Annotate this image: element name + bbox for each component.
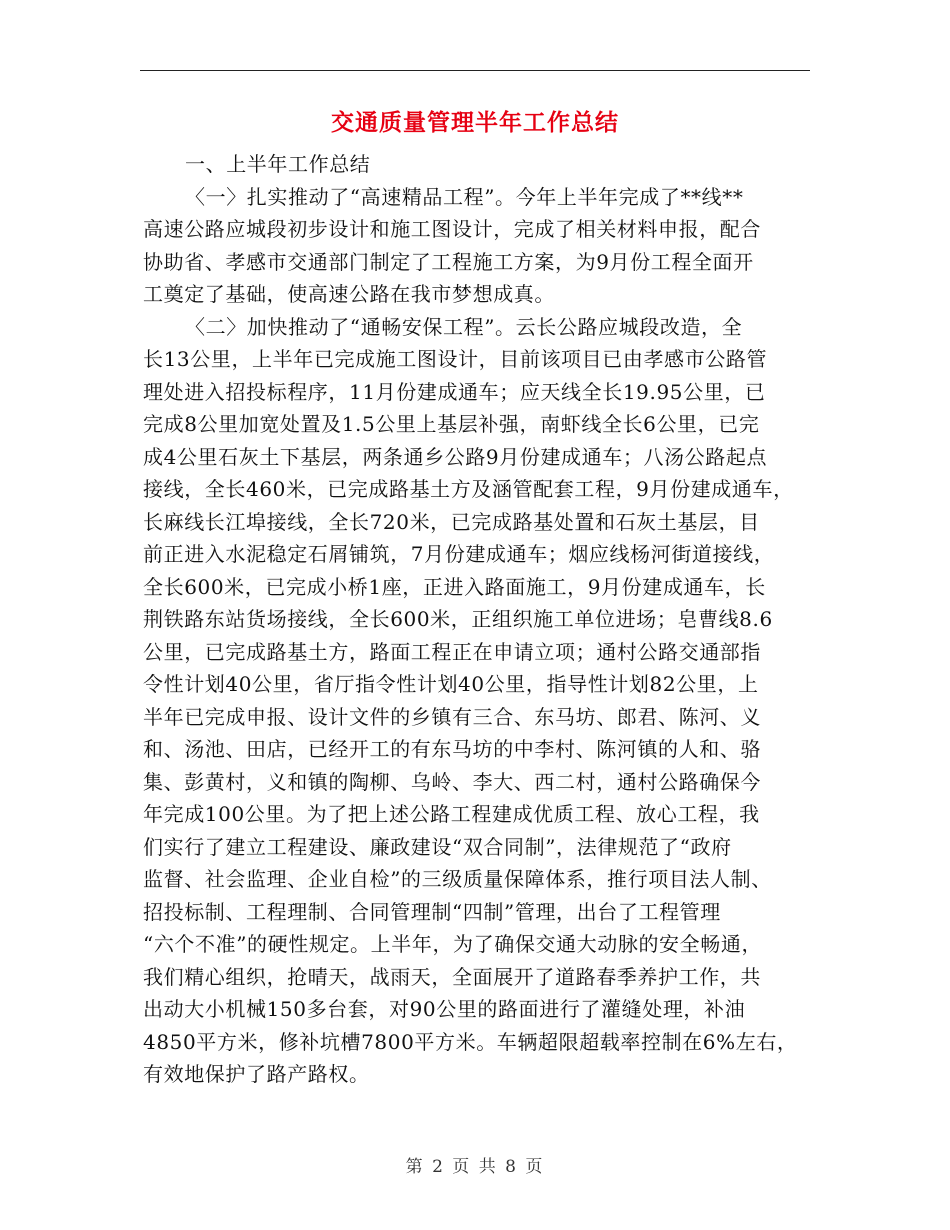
page-number: 第 2 页 共 8 页 — [405, 1157, 545, 1177]
paragraph-line: 令性计划40公里，省厅指令性计划40公里，指导性计划82公里，上 — [143, 672, 759, 696]
paragraph-line: 年完成100公里。为了把上述公路工程建成优质工程、放心工程，我 — [143, 802, 760, 826]
paragraph-line: 4850平方米，修补坑槽7800平方米。车辆超限超载率控制在6%左右， — [143, 1029, 798, 1054]
paragraph-line: 我们精心组织，抢晴天，战雨天，全面展开了道路春季养护工作，共 — [143, 964, 761, 989]
paragraph-line: 们实行了建立工程建设、廉政建设“双合同制”，法律规范了“政府 — [143, 834, 732, 859]
paragraph-line: 招投标制、工程理制、合同管理制“四制”管理，出台了工程管理 — [143, 899, 721, 924]
paragraph-line: 有效地保护了路产路权。 — [143, 1062, 370, 1086]
paragraph-line: 长麻线长江埠接线，全长720米，已完成路基处置和石灰土基层，目 — [143, 509, 760, 534]
document-body — [143, 148, 823, 1091]
paragraph-line: 出动大小机械150多台套，对90公里的路面进行了灌缝处理，补油 — [143, 997, 746, 1021]
paragraph-line: “六个不准”的硬性规定。上半年，为了确保交通大动脉的安全畅通， — [143, 932, 763, 956]
section-heading: 一、上半年工作总结 — [185, 152, 371, 176]
paragraph-line: 理处进入招投标程序，11月份建成通车；应天线全长19.95公里，已 — [143, 379, 766, 404]
paragraph-line: 工奠定了基础，使高速公路在我市梦想成真。 — [143, 282, 555, 306]
paragraph-line: 长13公里，上半年已完成施工图设计，目前该项目已由孝感市公路管 — [143, 347, 768, 371]
paragraph-line: 完成8公里加宽处置及1.5公里上基层补强，南虾线全长6公里，已完 — [143, 412, 760, 436]
paragraph-line: 成4公里石灰土下基层，两条通乡公路9月份建成通车；八汤公路起点 — [143, 444, 768, 469]
paragraph-line: 和、汤池、田店，已经开工的有东马坊的中李村、陈河镇的人和、骆 — [143, 737, 761, 761]
paragraph-line: 全长600米，已完成小桥1座，正进入路面施工，9月份建成通车，长 — [143, 574, 766, 599]
paragraph-line: 接线，全长460米，已完成路基土方及涵管配套工程，9月份建成通车， — [143, 477, 794, 501]
paragraph-line: 监督、社会监理、企业自检”的三级质量保障体系，推行项目法人制、 — [143, 867, 772, 891]
paragraph-line: 集、彭黄村，义和镇的陶柳、乌岭、李大、西二村，通村公路确保今 — [143, 769, 761, 794]
header-rule — [140, 70, 810, 71]
document-title: 交通质量管理半年工作总结 — [331, 109, 619, 136]
paragraph-line: 协助省、孝感市交通部门制定了工程施工方案，为9月份工程全面开 — [143, 249, 754, 274]
paragraph-line: 前正进入水泥稳定石屑铺筑，7月份建成通车；烟应线杨河街道接线， — [143, 542, 775, 566]
paragraph-line: 〈二〉加快推动了“通畅安保工程”。云长公路应城段改造，全 — [185, 314, 743, 339]
paragraph-line: 公里，已完成路基土方，路面工程正在申请立项；通村公路交通部指 — [143, 639, 761, 664]
paragraph-line: 高速公路应城段初步设计和施工图设计，完成了相关材料申报，配合 — [143, 217, 761, 241]
paragraph-line: 〈一〉扎实推动了“高速精品工程”。今年上半年完成了**线** — [185, 184, 744, 209]
paragraph-line: 半年已完成申报、设计文件的乡镇有三合、东马坊、郎君、陈河、义 — [143, 704, 761, 729]
paragraph-line: 荆铁路东站货场接线，全长600米，正组织施工单位进场；皂曹线8.6 — [143, 607, 773, 631]
